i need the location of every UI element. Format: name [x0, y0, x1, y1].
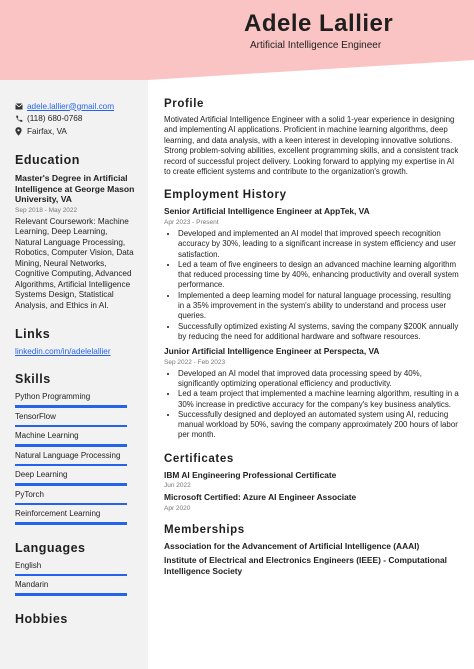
skill-bar [15, 464, 127, 467]
certificate-date: Apr 2020 [164, 504, 191, 512]
certificates-section [164, 453, 459, 512]
membership-item: Institute of Electrical and Electronics Engineers (IEEE) - Computational Intelligence Society [164, 555, 447, 576]
skill-bar [15, 522, 127, 525]
language-item [15, 580, 135, 596]
membership-item: Association for the Advancement of Artificial Intelligence (AAAI) [164, 540, 420, 551]
skill-bar-fill [15, 425, 127, 428]
envelope-icon [15, 103, 27, 110]
memberships-section [164, 524, 459, 577]
job-entry [164, 346, 459, 441]
location-text: Fairfax, VA [27, 126, 67, 136]
job-bullet: • Implemented a deep learning model for natural language processing, resulting in a 35% improvement in the system's ability to understand and process user queries. [178, 291, 459, 322]
skill-bar-fill [15, 444, 127, 447]
skill-item [15, 490, 135, 506]
skill-label: Deep Learning [15, 470, 68, 479]
skill-bar-fill [15, 503, 127, 506]
job-bullets [164, 229, 459, 342]
job-bullet: • Developed an AI model that improved data processing speed by 40%, significantly optimizing operational efficiency and productivity. [178, 369, 459, 390]
contact-email [15, 100, 135, 112]
job-dates: Sep 2022 - Feb 2023 [164, 358, 226, 366]
language-item [15, 561, 135, 577]
job-bullet: • Led a team project that implemented a machine learning algorithm, resulting in a 30% increase in predictive accuracy for the company's key business analytics. [178, 389, 459, 410]
job-title: Senior Artificial Intelligence Engineer at AppTek, VA [164, 206, 370, 217]
contact-location [15, 125, 135, 137]
sidebar-content [15, 100, 135, 632]
links-heading: Links [15, 327, 51, 341]
hobbies-heading: Hobbies [15, 611, 68, 626]
job-bullets [164, 369, 459, 441]
language-bar-fill [15, 593, 127, 596]
skill-bar [15, 503, 127, 506]
location-pin-icon [15, 127, 27, 136]
language-bar-fill [15, 574, 127, 577]
education-coursework: Relevant Coursework: Machine Learning, Deep Learning, Natural Language Processing, Robotics, Computer Vision, Data Mining, Neural Networks, Cognitive Computing, Advanced Algorithms, Artificial Intelligence Systems Design, Statistical Analysis, and Ethics in AI. [15, 216, 134, 310]
job-bullet: • Successfully optimized existing AI systems, saving the company $200K annually by reducing the need for additional hardware and software resources. [178, 322, 459, 343]
language-label: English [15, 560, 42, 570]
education-degree: Master's Degree in Artificial Intelligence at George Mason University, VA [15, 173, 135, 204]
skill-item [15, 431, 135, 447]
skill-label: Machine Learning [15, 431, 79, 440]
skill-item [15, 392, 135, 408]
candidate-title: Artificial Intelligence Engineer [250, 40, 382, 51]
languages-heading: Languages [15, 540, 86, 555]
skills-heading: Skills [15, 372, 51, 386]
skill-label: Python Programming [15, 392, 91, 401]
linkedin-link[interactable]: linkedin.com/in/adelelallier [15, 347, 111, 356]
skill-bar [15, 483, 127, 486]
job-bullet: • Developed and implemented an AI model that improved speech recognition accuracy by 30%, leading to a significant increase in system efficiency and user satisfaction. [178, 229, 459, 260]
memberships-heading: Memberships [164, 523, 245, 536]
certificate-date: Jun 2022 [164, 482, 191, 490]
skill-bar [15, 425, 127, 428]
employment-heading: Employment History [164, 189, 287, 202]
header-banner [0, 0, 474, 80]
education-dates: Sep 2018 - May 2022 [15, 206, 78, 214]
skill-bar-fill [15, 464, 127, 467]
skill-label: PyTorch [15, 489, 44, 499]
job-dates: Apr 2023 - Present [164, 218, 219, 226]
language-bar [15, 593, 127, 596]
candidate-name: Adele Lallier [244, 10, 394, 37]
skill-item [15, 470, 135, 486]
certificate-name: Microsoft Certified: Azure AI Engineer Associate [164, 492, 357, 503]
skill-bar-fill [15, 522, 127, 525]
profile-heading: Profile [164, 98, 204, 110]
job-bullet: • Successfully designed and deployed an automated system using AI, reducing manual workload by 50%, saving the company approximately 200 hours of labor per month. [178, 410, 459, 441]
skill-bar-fill [15, 405, 127, 408]
phone-text: (118) 680-0768 [27, 114, 83, 123]
skill-item [15, 451, 135, 467]
language-label: Mandarin [15, 580, 49, 589]
skill-label: Natural Language Processing [15, 450, 121, 460]
skill-item [15, 412, 135, 428]
phone-icon [15, 115, 27, 123]
skill-bar-fill [15, 483, 127, 486]
job-title: Junior Artificial Intelligence Engineer at Perspecta, VA [164, 346, 380, 357]
employment-section [164, 189, 459, 440]
skill-item [15, 509, 135, 525]
email-link[interactable]: adele.lallier@gmail.com [27, 101, 115, 111]
skill-bar [15, 405, 127, 408]
job-entry [164, 206, 459, 342]
profile-text: Motivated Artificial Intelligence Engineer with a solid 1-year experience in designing and implementing AI applications. Proficient in machine learning algorithms, deep learning, and data analysis, with a keen interest in developing innovative solutions. Strong problem-solving abilities, excellent programming skills, and a consistent track record of successful project delivery. Looking forward to applying my expertise in AI to create efficient systems and contribute to the organization's growth. [164, 115, 459, 177]
contact-phone [15, 113, 135, 125]
skill-label: Reinforcement Learning [15, 509, 101, 518]
skill-bar [15, 444, 127, 447]
language-bar [15, 574, 127, 577]
certificate-name: IBM AI Engineering Professional Certificate [164, 469, 337, 480]
certificates-heading: Certificates [164, 452, 234, 465]
profile-section [164, 98, 459, 177]
education-heading: Education [15, 153, 80, 167]
main-content [164, 98, 459, 589]
job-bullet: • Led a team of five engineers to design an advanced machine learning algorithm that reduced processing time by 40%, enhancing productivity and overall system performance. [178, 260, 459, 291]
skill-label: TensorFlow [15, 411, 56, 421]
